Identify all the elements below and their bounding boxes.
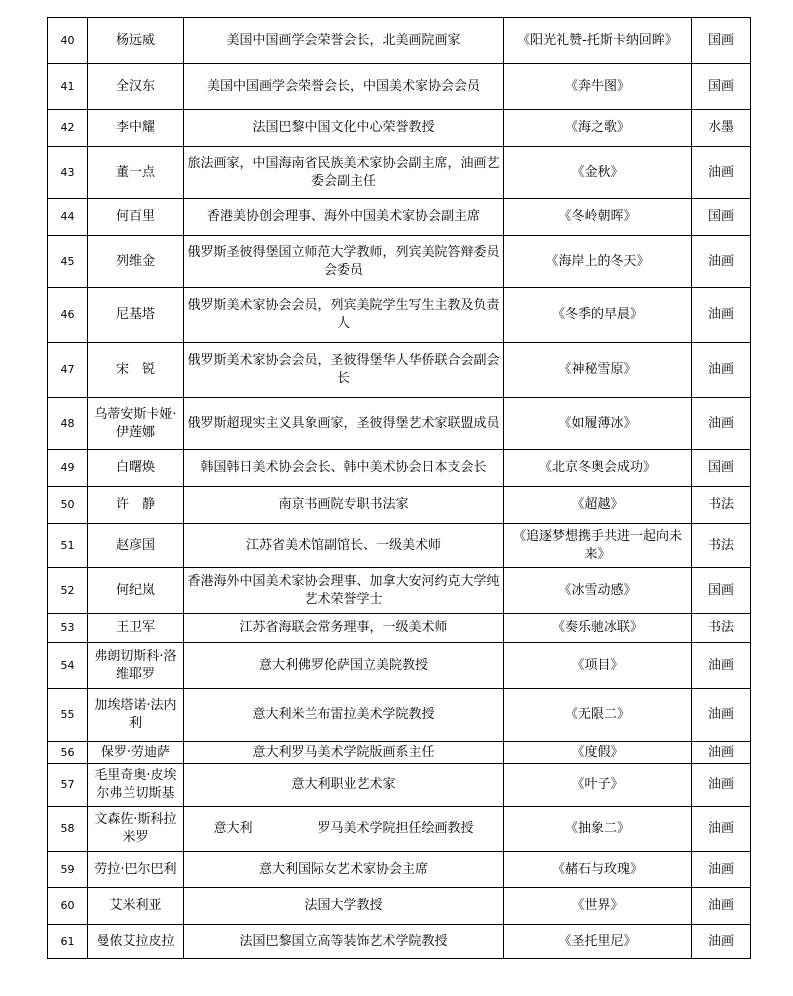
artwork-title: 《奏乐驰冰联》 (504, 614, 692, 643)
row-number: 43 (48, 147, 88, 199)
artwork-medium: 油画 (692, 742, 751, 764)
artist-name: 全汉东 (88, 64, 184, 110)
table-row (48, 450, 751, 487)
table-row (48, 524, 751, 568)
artwork-medium: 国画 (692, 199, 751, 236)
row-number: 40 (48, 18, 88, 64)
table-row (48, 18, 751, 64)
row-number: 51 (48, 524, 88, 568)
artwork-medium: 水墨 (692, 110, 751, 147)
row-number: 42 (48, 110, 88, 147)
row-number: 45 (48, 236, 88, 288)
artist-name: 董一点 (88, 147, 184, 199)
row-number: 47 (48, 343, 88, 398)
artwork-medium: 油画 (692, 888, 751, 925)
artwork-medium: 油画 (692, 643, 751, 689)
artwork-medium: 国画 (692, 450, 751, 487)
artist-title: 法国大学教授 (184, 888, 504, 925)
artwork-title: 《赭石与玫瑰》 (504, 852, 692, 888)
artist-title: 意大利米兰布雷拉美术学院教授 (184, 689, 504, 742)
artist-title: 意大利 罗马美术学院担任绘画教授 (184, 807, 504, 852)
artwork-title: 《项目》 (504, 643, 692, 689)
artwork-title: 《北京冬奥会成功》 (504, 450, 692, 487)
artwork-title: 《金秋》 (504, 147, 692, 199)
artist-name: 艾米利亚 (88, 888, 184, 925)
artwork-title: 《追逐梦想携手共进一起向未来》 (504, 524, 692, 568)
row-number: 58 (48, 807, 88, 852)
artist-title: 意大利佛罗伦萨国立美院教授 (184, 643, 504, 689)
artwork-title: 《神秘雪原》 (504, 343, 692, 398)
artist-title: 意大利国际女艺术家协会主席 (184, 852, 504, 888)
artwork-title: 《奔牛图》 (504, 64, 692, 110)
artwork-medium: 国画 (692, 18, 751, 64)
table-row (48, 343, 751, 398)
artist-title: 俄罗斯超现实主义具象画家，圣彼得堡艺术家联盟成员 (184, 398, 504, 450)
artwork-title: 《世界》 (504, 888, 692, 925)
artist-name: 毛里奇奥·皮埃尔弗兰切斯基 (88, 764, 184, 807)
artist-name: 列维金 (88, 236, 184, 288)
table-row (48, 643, 751, 689)
row-number: 50 (48, 487, 88, 524)
row-number: 52 (48, 568, 88, 614)
row-number: 53 (48, 614, 88, 643)
artist-title: 美国中国画学会荣誉会长，中国美术家协会会员 (184, 64, 504, 110)
artist-name: 保罗·劳迪萨 (88, 742, 184, 764)
row-number: 55 (48, 689, 88, 742)
artwork-medium: 油画 (692, 925, 751, 959)
artist-name: 王卫军 (88, 614, 184, 643)
artwork-title: 《叶子》 (504, 764, 692, 807)
row-number: 61 (48, 925, 88, 959)
artwork-title: 《无限二》 (504, 689, 692, 742)
artwork-medium: 书法 (692, 614, 751, 643)
artwork-medium: 油画 (692, 236, 751, 288)
artist-title: 韩国韩日美术协会会长、韩中美术协会日本支会长 (184, 450, 504, 487)
artist-title: 江苏省美术馆副馆长、一级美术师 (184, 524, 504, 568)
table-row (48, 110, 751, 147)
table-row (48, 742, 751, 764)
table-row (48, 925, 751, 959)
artwork-title: 《圣托里尼》 (504, 925, 692, 959)
table-row (48, 199, 751, 236)
table-row (48, 288, 751, 343)
artwork-title: 《抽象二》 (504, 807, 692, 852)
artwork-title: 《海岸上的冬天》 (504, 236, 692, 288)
artist-title: 香港美协创会理事、海外中国美术家协会副主席 (184, 199, 504, 236)
artwork-medium: 油画 (692, 398, 751, 450)
row-number: 44 (48, 199, 88, 236)
artist-title: 美国中国画学会荣誉会长，北美画院画家 (184, 18, 504, 64)
artist-title: 南京书画院专职书法家 (184, 487, 504, 524)
artist-name: 宋 锐 (88, 343, 184, 398)
artwork-title: 《冬季的早晨》 (504, 288, 692, 343)
artwork-medium: 国画 (692, 568, 751, 614)
table-row (48, 689, 751, 742)
artist-title: 法国巴黎中国文化中心荣誉教授 (184, 110, 504, 147)
artist-name: 尼基塔 (88, 288, 184, 343)
artist-title: 法国巴黎国立高等装饰艺术学院教授 (184, 925, 504, 959)
artist-name: 白曙焕 (88, 450, 184, 487)
artist-name: 赵彦国 (88, 524, 184, 568)
table-row (48, 236, 751, 288)
artist-name: 乌蒂安斯卡娅·伊莲娜 (88, 398, 184, 450)
artist-title: 俄罗斯美术家协会会员，列宾美院学生写生主教及负责人 (184, 288, 504, 343)
artist-name: 劳拉·巴尔巴利 (88, 852, 184, 888)
table-row (48, 147, 751, 199)
row-number: 54 (48, 643, 88, 689)
artist-name: 何百里 (88, 199, 184, 236)
artist-title: 江苏省海联会常务理事，一级美术师 (184, 614, 504, 643)
row-number: 46 (48, 288, 88, 343)
artist-name: 加埃塔诺·法内利 (88, 689, 184, 742)
artwork-medium: 油画 (692, 764, 751, 807)
table-row (48, 487, 751, 524)
row-number: 48 (48, 398, 88, 450)
artwork-medium: 国画 (692, 64, 751, 110)
artwork-medium: 油画 (692, 807, 751, 852)
artist-name: 杨远威 (88, 18, 184, 64)
artwork-title: 《阳光礼赞-托斯卡纳回眸》 (504, 18, 692, 64)
artist-title: 俄罗斯圣彼得堡国立师范大学教师，列宾美院答辩委员会委员 (184, 236, 504, 288)
artist-name: 弗朗切斯科·洛维耶罗 (88, 643, 184, 689)
row-number: 56 (48, 742, 88, 764)
artist-name: 文森佐·斯科拉米罗 (88, 807, 184, 852)
artwork-medium: 油画 (692, 343, 751, 398)
artist-title: 意大利职业艺术家 (184, 764, 504, 807)
artist-title: 意大利罗马美术学院版画系主任 (184, 742, 504, 764)
artwork-title: 《超越》 (504, 487, 692, 524)
artist-title: 香港海外中国美术家协会理事、加拿大安河约克大学纯艺术荣誉学士 (184, 568, 504, 614)
table-row (48, 807, 751, 852)
row-number: 57 (48, 764, 88, 807)
artwork-medium: 油画 (692, 147, 751, 199)
artist-title: 俄罗斯美术家协会会员，圣彼得堡华人华侨联合会副会长 (184, 343, 504, 398)
row-number: 49 (48, 450, 88, 487)
artwork-title: 《冰雪动感》 (504, 568, 692, 614)
artwork-medium: 书法 (692, 524, 751, 568)
artwork-medium: 书法 (692, 487, 751, 524)
artwork-medium: 油画 (692, 689, 751, 742)
artist-name: 许 静 (88, 487, 184, 524)
table-row (48, 568, 751, 614)
table-row (48, 64, 751, 110)
artwork-title: 《度假》 (504, 742, 692, 764)
row-number: 60 (48, 888, 88, 925)
table-row (48, 614, 751, 643)
artist-table (47, 17, 751, 959)
table-row (48, 398, 751, 450)
row-number: 41 (48, 64, 88, 110)
artist-name: 曼侬艾拉皮拉 (88, 925, 184, 959)
row-number: 59 (48, 852, 88, 888)
artwork-title: 《如履薄冰》 (504, 398, 692, 450)
artwork-title: 《冬岭朝晖》 (504, 199, 692, 236)
artist-name: 李中耀 (88, 110, 184, 147)
table-row (48, 888, 751, 925)
table-row (48, 764, 751, 807)
artist-name: 何纪岚 (88, 568, 184, 614)
artist-title: 旅法画家，中国海南省民族美术家协会副主席，油画艺委会副主任 (184, 147, 504, 199)
artist-table-body (48, 18, 751, 959)
artwork-medium: 油画 (692, 288, 751, 343)
artwork-medium: 油画 (692, 852, 751, 888)
artwork-title: 《海之歌》 (504, 110, 692, 147)
table-row (48, 852, 751, 888)
